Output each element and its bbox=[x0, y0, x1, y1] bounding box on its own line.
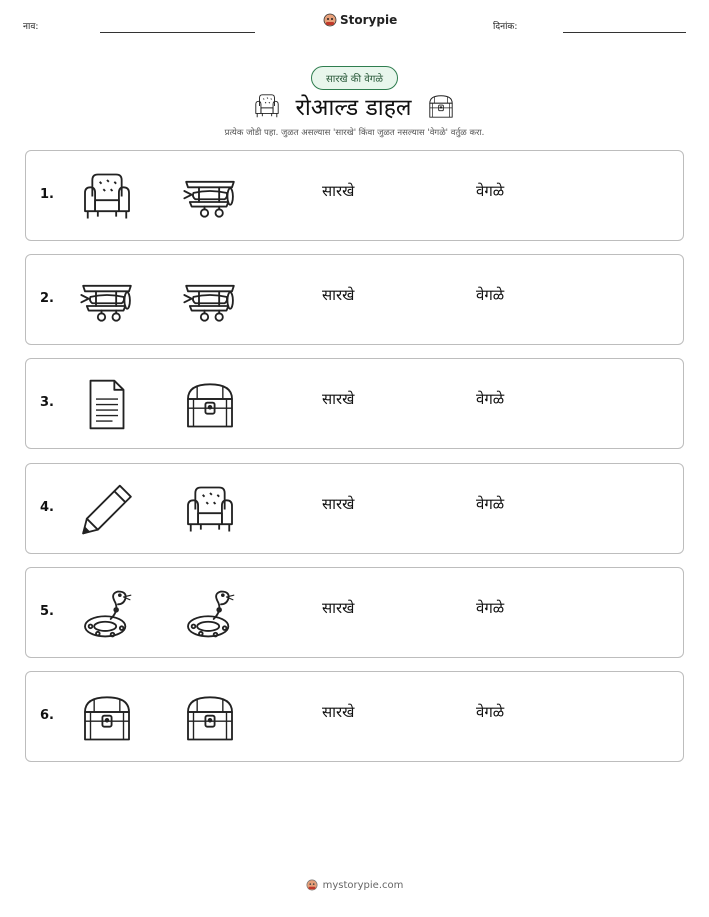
row-number: 1. bbox=[40, 187, 54, 202]
storypie-mascot-icon bbox=[323, 13, 337, 27]
same-option[interactable]: सारखे bbox=[322, 390, 355, 409]
different-option[interactable]: वेगळे bbox=[476, 182, 505, 200]
exercise-row bbox=[25, 567, 684, 658]
instructions: प्रत्येक जोडी पहा. जुळत असल्यास 'सारखे' किंवा जुळत नसल्यास 'वेगळे' वर्तुळ करा. bbox=[224, 128, 485, 138]
row-number: 5. bbox=[40, 603, 54, 619]
document-icon bbox=[78, 377, 136, 432]
brand-logo bbox=[323, 13, 397, 27]
armchair-icon bbox=[181, 482, 239, 537]
same-option[interactable]: सारखे bbox=[322, 703, 355, 721]
pencil-icon bbox=[78, 482, 136, 537]
exercise-row bbox=[25, 358, 684, 449]
different-option[interactable]: वेगळे bbox=[476, 286, 505, 305]
exercise-row bbox=[25, 463, 684, 554]
treasure-chest-icon bbox=[78, 690, 136, 745]
exercise-row bbox=[25, 254, 684, 345]
same-option[interactable]: सारखे bbox=[322, 286, 355, 305]
row-number: 2. bbox=[40, 291, 54, 307]
treasure-chest-icon bbox=[181, 690, 239, 745]
name-line[interactable] bbox=[100, 32, 255, 33]
different-option[interactable]: वेगळे bbox=[476, 494, 505, 513]
biplane-icon bbox=[181, 273, 239, 328]
biplane-icon bbox=[78, 273, 136, 328]
biplane-icon bbox=[181, 169, 239, 224]
brand-name: Storypie bbox=[340, 13, 398, 27]
title-row bbox=[0, 89, 709, 123]
different-option[interactable]: वेगळे bbox=[476, 703, 505, 721]
treasure-chest-icon bbox=[426, 92, 456, 120]
footer-url[interactable]: mystorypie.com bbox=[322, 879, 404, 891]
row-number: 4. bbox=[40, 499, 54, 515]
different-option[interactable]: वेगळे bbox=[476, 390, 505, 409]
page-title: रोआल्ड डाहल bbox=[295, 95, 412, 121]
different-option[interactable]: वेगळे bbox=[476, 598, 505, 617]
footer bbox=[0, 879, 709, 891]
exercise-row bbox=[25, 671, 684, 762]
worksheet-type-badge: सारखे की वेगळे bbox=[311, 66, 398, 90]
storypie-mascot-icon bbox=[306, 879, 318, 891]
same-option[interactable]: सारखे bbox=[322, 598, 355, 617]
snake-icon bbox=[78, 586, 136, 641]
row-number: 6. bbox=[40, 708, 54, 723]
same-option[interactable]: सारखे bbox=[322, 182, 355, 200]
row-number: 3. bbox=[40, 395, 54, 411]
name-label: नाव: bbox=[23, 22, 39, 32]
same-option[interactable]: सारखे bbox=[322, 494, 355, 513]
snake-icon bbox=[181, 586, 239, 641]
date-line[interactable] bbox=[563, 32, 686, 33]
treasure-chest-icon bbox=[181, 377, 239, 432]
exercise-row bbox=[25, 150, 684, 241]
armchair-icon bbox=[78, 169, 136, 224]
date-label: दिनांक: bbox=[493, 22, 518, 32]
armchair-icon bbox=[253, 91, 281, 121]
